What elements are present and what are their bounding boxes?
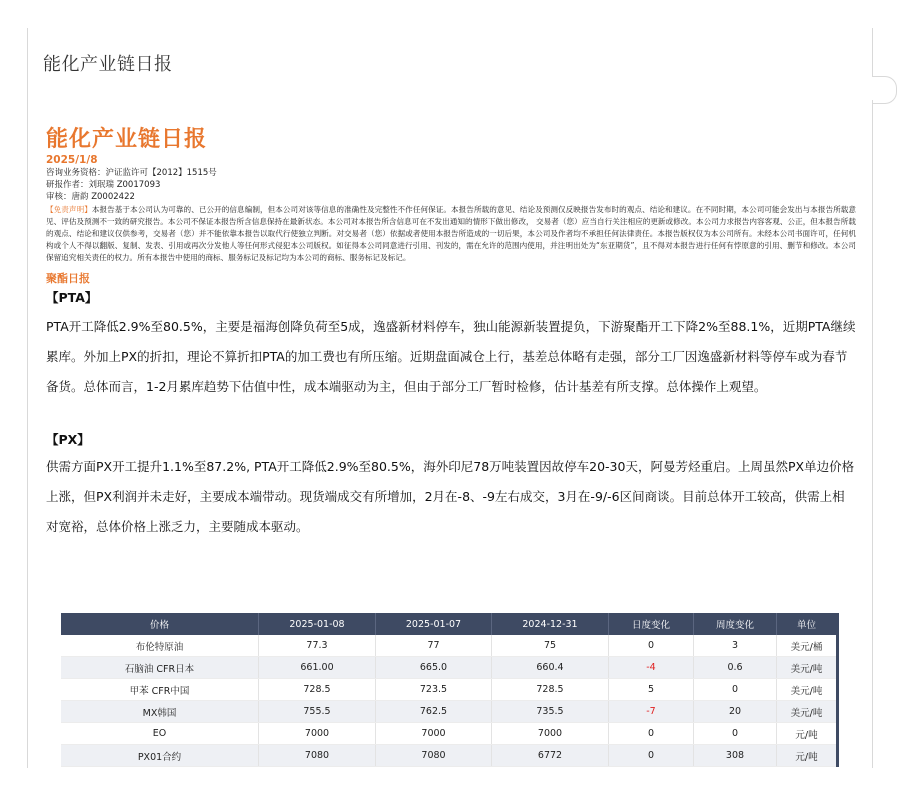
page-left-border [27, 28, 28, 768]
disclaimer-tag: 【免责声明】 [46, 205, 92, 214]
page-title: 能化产业链日报 [43, 54, 173, 75]
table-row [61, 745, 838, 767]
price-name-cell: MX韩国 [61, 701, 259, 723]
daily-change-cell: 0 [609, 635, 694, 657]
value-2025-01-08-cell: 7000 [259, 723, 376, 745]
page-right-border-bottom [872, 100, 873, 768]
header-unit: 单位 [777, 613, 838, 635]
table-row [61, 679, 838, 701]
price-table [61, 613, 839, 767]
report-date: 2025/1/8 [46, 154, 98, 166]
value-2024-12-31-cell: 660.4 [492, 657, 609, 679]
px-heading: 【PX】 [46, 432, 90, 447]
value-2025-01-07-cell: 7000 [376, 723, 492, 745]
disclaimer [46, 204, 856, 264]
value-2025-01-07-cell: 77 [376, 635, 492, 657]
section-heading: 聚酯日报 [46, 272, 90, 285]
value-2025-01-08-cell: 7080 [259, 745, 376, 767]
header-daily-change: 日度变化 [609, 613, 694, 635]
report-meta-license: 咨询业务资格：沪证监许可【2012】1515号 [46, 168, 217, 178]
unit-cell: 美元/吨 [777, 657, 838, 679]
daily-change-cell: 5 [609, 679, 694, 701]
value-2025-01-08-cell: 728.5 [259, 679, 376, 701]
table-row [61, 701, 838, 723]
price-name-cell: EO [61, 723, 259, 745]
daily-change-cell: -4 [609, 657, 694, 679]
value-2024-12-31-cell: 728.5 [492, 679, 609, 701]
unit-cell: 元/吨 [777, 745, 838, 767]
report-meta-reviewer: 审核：唐韵 Z0002422 [46, 192, 135, 202]
weekly-change-cell: 308 [694, 745, 777, 767]
pta-heading: 【PTA】 [46, 290, 98, 305]
value-2025-01-07-cell: 723.5 [376, 679, 492, 701]
page-right-border-top [872, 28, 873, 78]
header-date-3: 2024-12-31 [492, 613, 609, 635]
unit-cell: 元/吨 [777, 723, 838, 745]
report-document [46, 126, 856, 542]
disclaimer-text: 本报告基于本公司认为可靠的、已公开的信息编制，但本公司对该等信息的准确性及完整性不作任何保证。本报告所载的意见、结论及预测仅反映报告发布时的观点、结论和建议。在不同时期，本公司可能会发出与本报告所载意见、评估及预测不一致的研究报告。本公司不保证本报告所含信息保持在最新状态。本公司对本报告所含信息可在不发出通知的情形下做出修改， 交易者（您）应当自行关注相应的更新或修改。本公司力求报告内容客观、公正，但本报告所载的观点、结论和建议仅供参考，交易者（您）并不能依靠本报告以取代行使独立判断。对交易者（您）依据或者使用本报告所造成的一切后果，本公司及作者均不承担任何法律责任。本报告版权仅为本公司所有。未经本公司书面许可，任何机构或个人不得以翻版、复制、发表、引用或再次分发他人等任何形式侵犯本公司版权。如征得本公司同意进行引用、刊发的，需在允许的范围内使用，并注明出处为“东亚期货”，且不得对本报告进行任何有悖原意的引用、删节和修改。本公司保留追究相关责任的权力。所有本报告中使用的商标、服务标记及标记均为本公司的商标、服务标记及标记。 [46, 205, 856, 262]
price-name-cell: 布伦特原油 [61, 635, 259, 657]
header-date-1: 2025-01-08 [259, 613, 376, 635]
price-name-cell: 甲苯 CFR中国 [61, 679, 259, 701]
pta-paragraph: PTA开工降低2.9%至80.5%，主要是福海创降负荷至5成，逸盛新材料停车，独山能源新装置提负，下游聚酯开工下降2%至88.1%，近期PTA继续累库。外加上PX的折扣，理论不算折扣PTA的加工费也有所压缩。近期盘面减仓上行，基差总体略有走强，部分工厂因逸盛新材料等停车或为春节备货。总体而言，1-2月累库趋势下估值中性，成本端驱动为主，但由于部分工厂暂时检修，估计基差有所支撑。总体操作上观望。 [46, 319, 856, 394]
value-2025-01-08-cell: 661.00 [259, 657, 376, 679]
weekly-change-cell: 0 [694, 679, 777, 701]
table-row [61, 657, 838, 679]
header-weekly-change: 周度变化 [694, 613, 777, 635]
price-name-cell: 石脑油 CFR日本 [61, 657, 259, 679]
daily-change-cell: 0 [609, 723, 694, 745]
value-2024-12-31-cell: 735.5 [492, 701, 609, 723]
table-row [61, 635, 838, 657]
unit-cell: 美元/吨 [777, 701, 838, 723]
unit-cell: 美元/吨 [777, 679, 838, 701]
table-row [61, 723, 838, 745]
report-title: 能化产业链日报 [46, 127, 208, 152]
value-2024-12-31-cell: 75 [492, 635, 609, 657]
value-2025-01-07-cell: 7080 [376, 745, 492, 767]
value-2024-12-31-cell: 6772 [492, 745, 609, 767]
daily-change-cell: -7 [609, 701, 694, 723]
weekly-change-cell: 20 [694, 701, 777, 723]
value-2025-01-08-cell: 755.5 [259, 701, 376, 723]
unit-cell: 美元/桶 [777, 635, 838, 657]
value-2025-01-08-cell: 77.3 [259, 635, 376, 657]
value-2024-12-31-cell: 7000 [492, 723, 609, 745]
value-2025-01-07-cell: 665.0 [376, 657, 492, 679]
side-collapse-tab[interactable] [872, 76, 897, 104]
report-meta-author: 研报作者：刘珉瑞 Z0017093 [46, 180, 161, 190]
daily-change-cell: 0 [609, 745, 694, 767]
weekly-change-cell: 0.6 [694, 657, 777, 679]
price-table-header-row [61, 613, 838, 635]
price-name-cell: PX01合约 [61, 745, 259, 767]
weekly-change-cell: 3 [694, 635, 777, 657]
px-paragraph: 供需方面PX开工提升1.1%至87.2%, PTA开工降低2.9%至80.5%，海外印尼78万吨装置因故停车20-30天，阿曼芳烃重启。上周虽然PX单边价格上涨，但PX利润并未走好，主要成本端带动。现货端成交有所增加，2月在-8、-9左右成交，3月在-9/-6区间商谈。目前总体开工较高，供需上相对宽裕，总体价格上涨乏力，主要随成本驱动。 [46, 459, 855, 534]
header-date-2: 2025-01-07 [376, 613, 492, 635]
weekly-change-cell: 0 [694, 723, 777, 745]
value-2025-01-07-cell: 762.5 [376, 701, 492, 723]
header-price: 价格 [61, 613, 259, 635]
